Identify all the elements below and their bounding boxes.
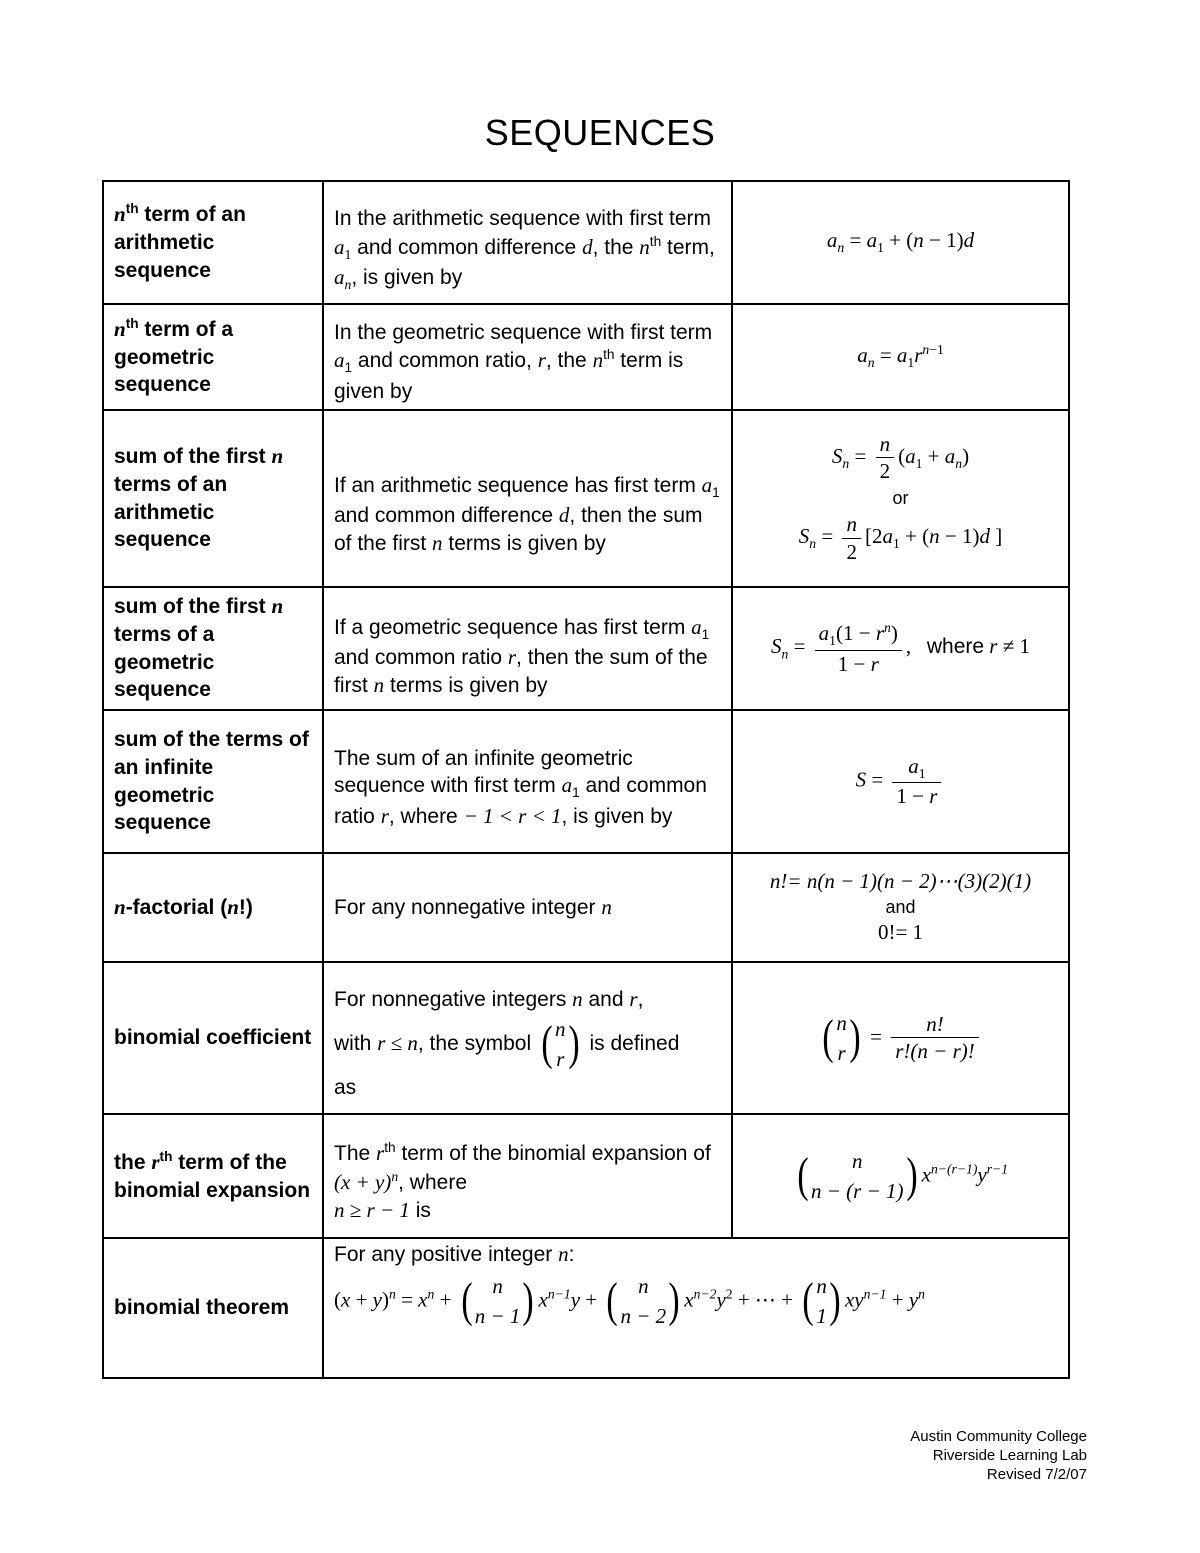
formula-cell: ( n r ) = $\frac{n!}{r!(n - r)!}$ (732, 962, 1069, 1114)
formula-cell: n!= n(n − 1)(n − 2)⋯(3)(2)(1) and 0!= 1 (732, 853, 1069, 962)
table-row (103, 962, 1069, 1114)
page-title: SEQUENCES (484, 112, 716, 153)
description-cell: The $r^{th}$ term of the binomial expansion of $(x + y)^n$, where n ≥ r − 1 is (323, 1114, 732, 1238)
formula-cell: $S_n$ = $\frac{n}{2}$ $(a_1 + a_n)$ or $S_n$ = $\frac{n}{2}$ [$2a_1 + (n - 1)d$ ] (732, 410, 1069, 587)
description-cell: For nonnegative integers n and r, with r ≤ n, the symbol ( n r ) is defined as (323, 962, 732, 1114)
term-cell: sum of the first n terms of an arithmetic sequence (103, 410, 323, 587)
description-cell: For any positive integer n: $(x + y)^n = x^n$ + ( n n − 1 ) $x^{n-1}y$ + ( n n − 2 ) $x^{n-2}y^2$ + ⋯ + ( n 1 ) $xy^{n-1} + y^n$ (323, 1238, 1069, 1378)
description-cell: In the arithmetic sequence with first term $a_1$ and common difference d, the $n^{th}$ term, $a_n$, is given by (323, 181, 732, 304)
term-cell: sum of the terms of an infinite geometric sequence (103, 710, 323, 853)
table-row (103, 587, 1069, 710)
table-row (103, 710, 1069, 853)
term-cell: binomial coefficient (103, 962, 323, 1114)
formula-cell: $a_n = a_1 + (n - 1)d$ (732, 181, 1069, 304)
term-cell: sum of the first n terms of a geometric sequence (103, 587, 323, 710)
footer-college: Austin Community College (910, 1428, 1087, 1445)
table-row (103, 853, 1069, 962)
formula-cell: ( n n − (r − 1) ) $x^{n-(r-1)}y^{r-1}$ (732, 1114, 1069, 1238)
table-row (103, 1114, 1069, 1238)
description-cell: The sum of an infinite geometric sequence with first term $a_1$ and common ratio r, where − 1 < r < 1, is given by (323, 710, 732, 853)
formula-cell: $S_n$ = $\frac{a_1(1 - r^n)}{1 - r}$ , where r ≠ 1 (732, 587, 1069, 710)
description-cell: In the geometric sequence with first term $a_1$ and common ratio, r, the $n^{th}$ term is given by (323, 304, 732, 410)
description-cell: For any nonnegative integer n (323, 853, 732, 962)
table-row (103, 410, 1069, 587)
formula-cell: S = $\frac{a_1}{1 - r}$ (732, 710, 1069, 853)
term-cell: $n^{th}$ term of an arithmetic sequence (103, 181, 323, 304)
footer-revised: Revised 7/2/07 (986, 1465, 1087, 1483)
footer (910, 1428, 1087, 1484)
term-cell: binomial theorem (103, 1238, 323, 1378)
term-cell: n-factorial (n!) (103, 853, 323, 962)
sequences-table (102, 180, 1070, 1379)
table-row (103, 181, 1069, 304)
table-row (103, 304, 1069, 410)
table-row (103, 1238, 1069, 1378)
formula-cell: $a_n = a_1r^{n-1}$ (732, 304, 1069, 410)
footer-lab: Riverside Learning Lab (932, 1446, 1087, 1464)
description-cell: If an arithmetic sequence has first term $a_1$ and common difference d, then the sum of the first n terms is given by (323, 410, 732, 587)
term-cell: the $r^{th}$ term of the binomial expansion (103, 1114, 323, 1238)
term-cell: $n^{th}$ term of a geometric sequence (103, 304, 323, 410)
description-cell: If a geometric sequence has first term $a_1$ and common ratio r, then the sum of the first n terms is given by (323, 587, 732, 710)
